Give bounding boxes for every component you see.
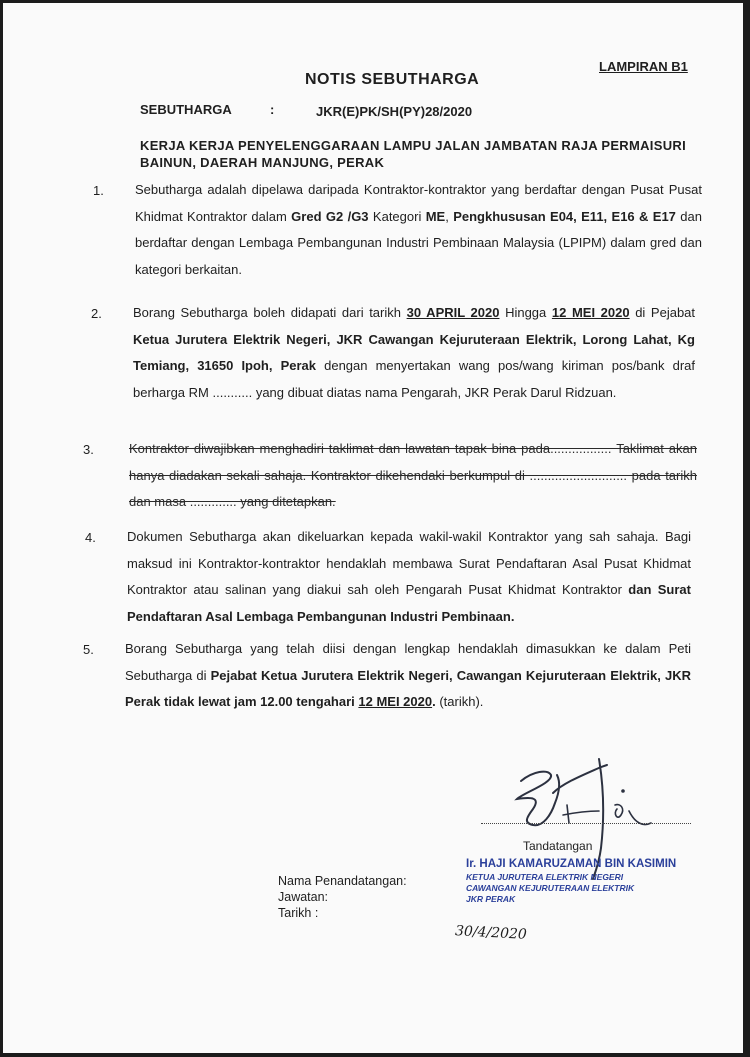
stamp-line-1: KETUA JURUTERA ELEKTRIK NEGERI bbox=[466, 872, 624, 882]
field-date-label: Tarikh : bbox=[278, 906, 319, 920]
paragraph-1-text-1: Sebutharga adalah dipelawa daripada Kontraktor-kontraktor yang berdaftar dengan Pusat Pusat Khidmat Kontraktor dalam bbox=[135, 182, 702, 224]
paragraph-5-number: 5. bbox=[83, 642, 94, 657]
paragraph-2-office-address: Ketua Jurutera Elektrik Negeri, JKR Cawangan Kejuruteraan Elektrik, Lorong Lahat, Kg Temiang, 31650 Ipoh, Perak bbox=[133, 331, 695, 373]
paragraph-2-number: 2. bbox=[91, 306, 102, 321]
paragraph-5-office: Pejabat Ketua Jurutera Elektrik Negeri, Cawangan Kejuruteraan Elektrik, JKR Perak tidak lewat jam 12.00 tengahari bbox=[125, 667, 691, 709]
paragraph-2 bbox=[133, 300, 695, 406]
paragraph-4 bbox=[127, 524, 691, 630]
document-page bbox=[3, 3, 743, 1053]
paragraph-1-specialisation: Pengkhususan E04, E11, E16 & E17 bbox=[453, 208, 676, 224]
signatory-fields bbox=[278, 873, 438, 921]
paragraph-4-number: 4. bbox=[85, 530, 96, 545]
paragraph-1-grade: Gred G2 /G3 bbox=[291, 208, 369, 224]
project-title: KERJA KERJA PENYELENGGARAAN LAMPU JALAN JAMBATAN RAJA PERMAISURI BAINUN, DAERAH MANJUNG, PERAK bbox=[140, 138, 686, 170]
paragraph-5-date: 12 MEI 2020 bbox=[358, 694, 433, 709]
paragraph-4-text-1: Dokumen Sebutharga akan dikeluarkan kepada wakil-wakil Kontraktor yang sah sahaja. Bagi maksud ini Kontraktor-kontraktor hendaklah membawa Surat Pendaftaran Asal Pusat Khidmat Kontraktor atau salinan yang diakui sah oleh Pengarah Pusat Khidmat Kontraktor bbox=[127, 529, 691, 597]
signatory-name: Ir. HAJI KAMARUZAMAN BIN KASIMIN bbox=[466, 858, 677, 870]
appendix-label: LAMPIRAN B1 bbox=[599, 59, 688, 74]
signature-label: Tandatangan bbox=[523, 839, 593, 853]
paragraph-1-text-4: dan berdaftar dengan Lembaga Pembangunan Industri Pembinaan Malaysia (LPIPM) dalam gred dan kategori berkaitan. bbox=[135, 208, 702, 277]
paragraph-1-category: ME bbox=[425, 208, 446, 224]
paragraph-2-end-date: 12 MEI 2020 bbox=[551, 305, 630, 320]
paragraph-2-text-2: Hingga bbox=[499, 305, 552, 320]
stamp-line-2: CAWANGAN KEJURUTERAAN ELEKTRIK bbox=[466, 883, 635, 893]
paragraph-4-bold: dan Surat Pendaftaran Asal Lembaga Pembangunan Industri Pembinaan. bbox=[127, 582, 691, 624]
paragraph-5 bbox=[125, 636, 691, 716]
reference-colon: : bbox=[270, 102, 275, 117]
paragraph-2-start-date: 30 APRIL 2020 bbox=[406, 305, 500, 320]
signatory-stamp bbox=[466, 872, 666, 905]
paragraph-1-text-2: Kategori bbox=[368, 208, 426, 224]
document-title: NOTIS SEBUTHARGA bbox=[305, 71, 480, 88]
signature-line bbox=[481, 823, 691, 824]
paragraph-5-text-1: Borang Sebutharga yang telah diisi dengan lengkap hendaklah dimasukkan ke dalam Peti Sebutharga di bbox=[125, 641, 691, 683]
paragraph-2-text-3: di Pejabat bbox=[629, 305, 696, 320]
stamp-line-3: JKR PERAK bbox=[466, 894, 516, 904]
paragraph-2-text-1: Borang Sebutharga boleh didapati dari tarikh bbox=[133, 305, 407, 320]
paragraph-1 bbox=[135, 177, 702, 283]
paragraph-3-number: 3. bbox=[83, 442, 94, 457]
reference-label: SEBUTHARGA bbox=[140, 102, 232, 117]
paragraph-1-number: 1. bbox=[93, 183, 104, 198]
paragraph-2-text-4: dengan menyertakan wang pos/wang kiriman pos/bank draf berharga RM ........... yang dibuat diatas nama Pengarah, JKR Perak Darul Ridzuan. bbox=[133, 358, 695, 400]
field-name-label: Nama Penandatangan: bbox=[278, 874, 407, 888]
field-position-label: Jawatan: bbox=[278, 890, 329, 904]
paragraph-1-text-3: , bbox=[445, 208, 454, 224]
handwritten-date: 30/4/2020 bbox=[454, 923, 528, 943]
reference-number: JKR(E)PK/SH(PY)28/2020 bbox=[316, 104, 473, 119]
paragraph-3-struck: Kontraktor diwajibkan menghadiri taklimat dan lawatan tapak bina pada................. Taklimat akan hanya diadakan sekali sahaja. Kontraktor dikehendaki berkumpul di ........................... pada tarikh dan masa ............. yang ditetapkan. bbox=[129, 441, 697, 509]
paragraph-5-period: . bbox=[432, 694, 436, 709]
paragraph-5-text-2: (tarikh). bbox=[435, 694, 484, 709]
